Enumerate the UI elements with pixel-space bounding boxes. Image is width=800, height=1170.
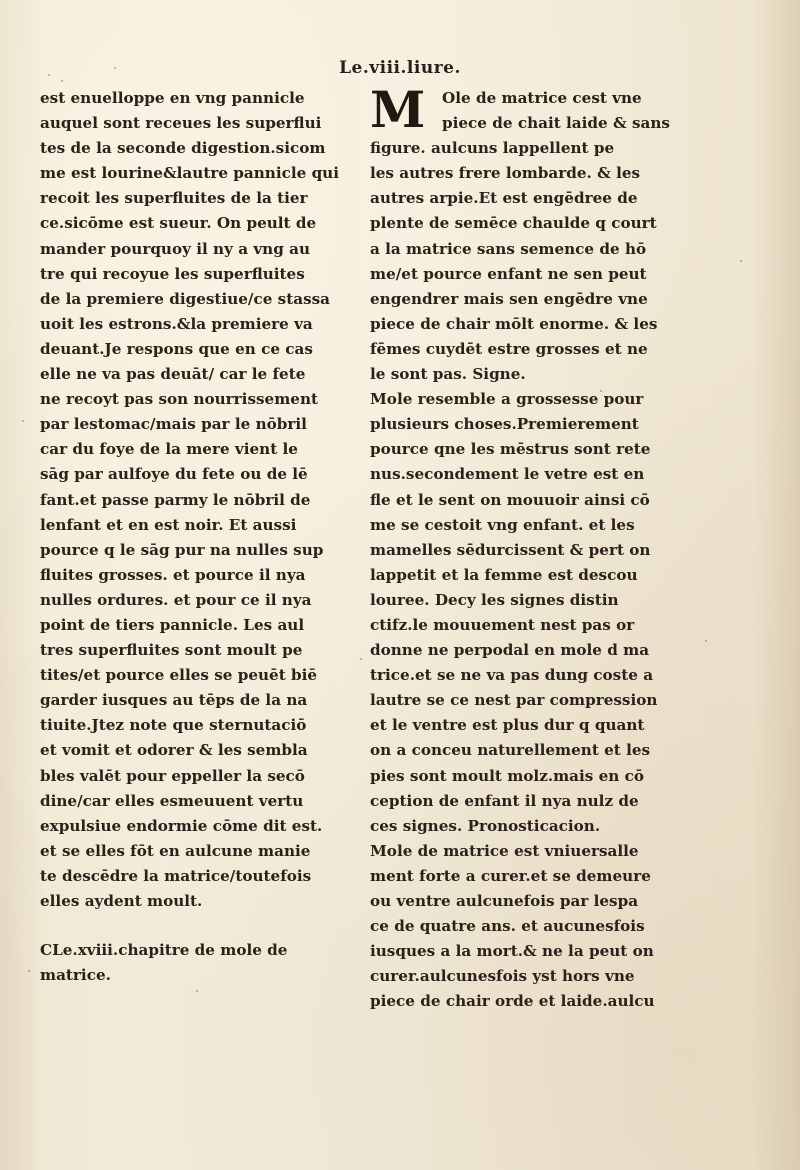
text-line: les autres frere lombarde. & les — [370, 164, 641, 183]
text-line: ment forte a curer.et se demeure — [370, 866, 651, 885]
text-line: piece de chair mōlt enorme. & les — [370, 314, 658, 333]
text-line: ctifz.le mouuement nest pas or — [370, 615, 635, 634]
text-line: ce de quatre ans. et aucunesfois — [370, 917, 645, 936]
text-line: louree. Decy les signes distin — [370, 590, 619, 609]
text-line: deuant.Je respons que en ce cas — [40, 339, 313, 358]
text-line: a la matrice sans semence de hō — [370, 239, 647, 258]
text-line: bles valēt pour eppeller la secō — [40, 766, 305, 785]
text-line: par lestomac/mais par le nōbril — [40, 415, 307, 434]
text-line: elle ne va pas deuāt/ car le fete — [40, 365, 306, 384]
text-line: piece de chait laide & sans — [442, 114, 670, 133]
text-line: figure. aulcuns lappellent pe — [370, 139, 615, 158]
text-line: engendrer mais sen engēdre vne — [370, 289, 648, 308]
text-line: autres arpie.Et est engēdree de — [370, 189, 638, 208]
text-line: iusques a la mort.& ne la peut on — [370, 942, 654, 961]
text-line: auquel sont receues les superflui — [40, 114, 322, 133]
text-line: me se cestoit vng enfant. et les — [370, 515, 635, 534]
text-line: tre qui recoyue les superfluites — [40, 264, 305, 283]
text-line: de la premiere digestiue/ce stassa — [40, 289, 331, 308]
text-line: nus.secondement le vetre est en — [370, 465, 645, 484]
text-line: te descēdre la matrice/toutefois — [40, 866, 312, 885]
chapter-heading-line: matrice. — [40, 966, 111, 985]
text-line: tiuite.Jtez note que sternutaciō — [40, 716, 307, 735]
text-line: mander pourquoy il ny a vng au — [40, 239, 310, 258]
text-line: et le ventre est plus dur q quant — [370, 716, 645, 735]
text-line: fant.et passe parmy le nōbril de — [40, 490, 311, 509]
text-line: lautre se ce nest par compression — [370, 691, 658, 710]
text-line: plente de semēce chaulde q court — [370, 214, 657, 233]
text-line: ou ventre aulcunefois par lespa — [370, 892, 639, 910]
text-line: ces signes. Pronosticacion. — [370, 816, 601, 835]
text-line: ce.sicōme est sueur. On peult de — [40, 214, 317, 233]
drop-cap: M — [370, 80, 426, 139]
text-line: Mole de matrice est vniuersalle — [370, 841, 639, 860]
text-line: et se elles fōt en aulcune manie — [40, 841, 311, 860]
text-line: le sont pas. Signe. — [370, 365, 526, 384]
left-column — [40, 86, 360, 988]
text-line: pies sont moult molz.mais en cō — [370, 766, 644, 785]
text-line: dine/car elles esmeuuent vertu — [40, 791, 304, 810]
text-line: me est lourine&lautre pannicle qui — [40, 164, 339, 183]
text-line: expulsiue endormie cōme dit est. — [40, 816, 323, 835]
text-line: fēmes cuydēt estre grosses et ne — [370, 339, 648, 358]
text-line: me/et pource enfant ne sen peut — [370, 264, 647, 283]
chapter-heading-line: CLe.xviii.chapitre de mole de — [40, 941, 288, 960]
text-line: garder iusques au tēps de la na — [40, 691, 308, 710]
text-line: tites/et pource elles se peuēt biē — [40, 666, 318, 685]
text-line: trice.et se ne va pas dung coste a — [370, 666, 654, 685]
running-head: Le.viii.liure. — [339, 58, 461, 78]
text-line: car du foye de la mere vient le — [40, 440, 298, 459]
text-line: ception de enfant il nya nulz de — [370, 791, 639, 810]
text-line: uoit les estrons.&la premiere va — [40, 314, 313, 333]
text-line: lenfant et en est noir. Et aussi — [40, 515, 297, 534]
text-line: Mole resemble a grossesse pour — [370, 390, 644, 409]
text-line: tres superfluites sont moult pe — [40, 641, 303, 660]
text-line: est enuelloppe en vng pannicle — [40, 89, 305, 107]
text-line: pource qne les mēstrus sont rete — [370, 440, 651, 459]
text-line: curer.aulcunesfois yst hors vne — [370, 967, 635, 986]
text-line: fluites grosses. et pource il nya — [40, 565, 306, 584]
text-line: Ole de matrice cest vne — [442, 89, 642, 107]
text-line: fle et le sent on mouuoir ainsi cō — [370, 490, 650, 509]
text-line: et vomit et odorer & les sembla — [40, 741, 308, 760]
text-line: mamelles sēdurcissent & pert on — [370, 540, 651, 559]
text-line: lappetit et la femme est descou — [370, 565, 638, 584]
text-line: donne ne perpodal en mole d ma — [370, 641, 650, 660]
text-line: ne recoyt pas son nourrissement — [40, 390, 319, 409]
text-line: tes de la seconde digestion.sicom — [40, 139, 326, 158]
section-gap — [40, 914, 360, 938]
text-line: piece de chair orde et laide.aulcu — [370, 992, 655, 1011]
text-line: point de tiers pannicle. Les aul — [40, 615, 305, 634]
text-line: elles aydent moult. — [40, 892, 203, 910]
text-line: on a conceu naturellement et les — [370, 741, 651, 760]
text-line: sāg par aulfoye du fete ou de lē — [40, 465, 308, 484]
text-line: plusieurs choses.Premierement — [370, 415, 639, 434]
text-line: pource q le sāg pur na nulles sup — [40, 540, 324, 559]
text-line: recoit les superfluites de la tier — [40, 189, 308, 208]
right-column — [370, 80, 690, 1014]
text-line: nulles ordures. et pour ce il nya — [40, 590, 312, 609]
